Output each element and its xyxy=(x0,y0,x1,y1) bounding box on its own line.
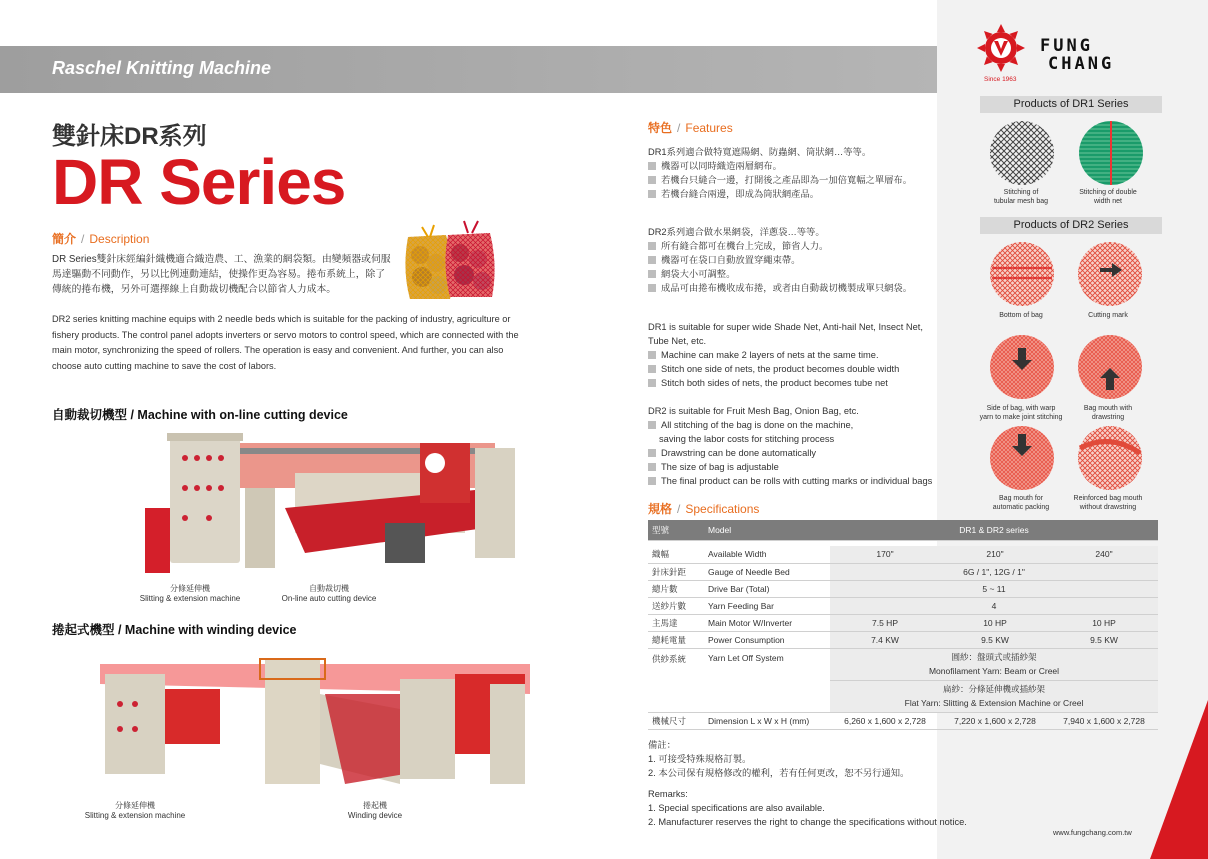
features-item-text: Stitch both sides of nets, the product becomes tube net xyxy=(661,378,888,388)
spec-value: 240" xyxy=(1050,546,1158,563)
dr1-caption-2 xyxy=(1063,188,1153,206)
features-item-text: Drawstring can be done automatically xyxy=(661,448,817,458)
features-intro: DR1 is suitable for super wide Shade Net, Anti-hail Net, Insect Net, xyxy=(648,322,923,332)
features-item-text: Machine can make 2 layers of nets at the same time. xyxy=(661,350,879,360)
caption-en: Slitting & extension machine xyxy=(139,594,241,603)
description-zh xyxy=(52,252,397,297)
header-title: Raschel Knitting Machine xyxy=(52,58,272,78)
features-item xyxy=(648,460,968,474)
table-row xyxy=(648,563,1158,580)
specs-header-row xyxy=(648,520,1158,540)
bullet-square-icon xyxy=(648,365,656,373)
features-item-text: The size of bag is adjustable xyxy=(661,462,779,472)
spec-value: 6,260 x 1,600 x 2,728 xyxy=(830,712,940,729)
caption-line: Cutting mark xyxy=(1088,312,1128,319)
specs-header-cell: 型號 xyxy=(648,520,704,540)
machine1-caption-1 xyxy=(130,584,250,604)
specs-header-cell: DR1 & DR2 series xyxy=(830,520,1158,540)
features-item xyxy=(648,253,948,267)
description-en-line: main motor, synchronizing the speed of rollers. The operation is easy and convenient. And further, you can also xyxy=(52,345,504,355)
machine2-photo xyxy=(100,654,530,794)
spec-label-zh: 主馬達 xyxy=(648,614,704,631)
remarks-item: 1. Special specifications are also available. xyxy=(648,803,825,813)
caption-line: Stitching of xyxy=(1003,189,1039,196)
features-item xyxy=(648,159,948,173)
title-zh: 雙針床DR系列 xyxy=(52,123,207,150)
features-dr2-en xyxy=(648,404,968,488)
caption-zh: 分條延伸機 xyxy=(170,584,210,593)
caption-en: Winding device xyxy=(347,811,403,820)
spec-value: 10 HP xyxy=(1050,614,1158,631)
specs-heading-zh: 規格 xyxy=(648,502,673,516)
description-zh-line: 傳統的捲布機，另外可選擇線上自動裁切機配合以節省人力成本。 xyxy=(52,284,337,295)
spec-label-zh: 送紗片數 xyxy=(648,597,704,614)
spec-value-line: Flat Yarn: Slitting & Extension Machine or Creel xyxy=(904,698,1084,708)
bullet-square-icon xyxy=(648,449,656,457)
features-dr1-en xyxy=(648,320,958,390)
bullet-square-icon xyxy=(648,379,656,387)
features-item xyxy=(648,446,968,460)
machine2-caption-2 xyxy=(325,801,425,821)
specs-header-cell: Model xyxy=(704,520,830,540)
bullet-square-icon xyxy=(648,284,656,292)
features-item-text: 若機台只縫合一邊，打開後之產品即為一加倍寬幅之單層布。 xyxy=(661,175,913,185)
features-heading-en: Features xyxy=(685,121,733,135)
bullet-square-icon xyxy=(648,351,656,359)
features-item-text: 機器可在袋口自動放置穿繩束帶。 xyxy=(661,255,801,265)
machine2-title: 捲起式機型 / Machine with winding device xyxy=(52,623,297,637)
table-row xyxy=(648,614,1158,631)
features-heading: 特色 / Features xyxy=(648,121,733,135)
caption-line: Side of bag, with warp xyxy=(986,405,1056,412)
description-en-line: choose auto cutting machine to save the cost of labors. xyxy=(52,360,277,371)
features-dr1-zh xyxy=(648,145,948,201)
features-item-text: 機器可以同時織造兩層網布。 xyxy=(661,161,782,171)
spec-value: 7.4 KW xyxy=(830,631,940,648)
features-item xyxy=(648,187,948,201)
website-link[interactable]: www.fungchang.com.tw xyxy=(1053,828,1132,837)
caption-line: automatic packing xyxy=(992,504,1050,511)
caption-line: Reinforced bag mouth xyxy=(1073,495,1143,502)
spec-label-en: Drive Bar (Total) xyxy=(704,580,830,597)
description-zh-line: 馬達驅動不同動作，另以比例連動連結，使操作更為容易。捲布系統上，除了 xyxy=(52,269,386,280)
features-item xyxy=(648,267,948,281)
dr2-caption-3 xyxy=(966,404,1076,422)
bullet-square-icon xyxy=(648,256,656,264)
machine1-caption-2 xyxy=(268,584,390,604)
spec-value-line: 圓紗：盤頭式或插紗架 xyxy=(951,652,1037,662)
dr1-products-heading: Products of DR1 Series xyxy=(980,96,1162,113)
spec-value: 6G / 1", 12G / 1" xyxy=(830,563,1158,580)
dr1-caption-1 xyxy=(976,188,1066,206)
spec-value xyxy=(830,680,1158,712)
features-item xyxy=(648,173,948,187)
spec-value: 9.5 KW xyxy=(940,631,1050,648)
caption-line: without drawstring xyxy=(1079,504,1137,511)
dr2-caption-1 xyxy=(976,311,1066,320)
tubular-mesh-bag-image xyxy=(990,121,1054,185)
features-item-text: 若機台縫合兩邊，即成為筒狀網產品。 xyxy=(661,189,820,199)
remarks-item: 2. Manufacturer reserves the right to change the specifications without notice. xyxy=(648,817,967,827)
bullet-square-icon xyxy=(648,270,656,278)
features-intro: DR2系列適合做水果網袋，洋蔥袋…等等。 xyxy=(648,227,825,237)
header-white-strip xyxy=(0,0,937,46)
caption-zh: 自動裁切機 xyxy=(309,584,349,593)
caption-line: drawstring xyxy=(1091,414,1125,421)
spec-label-zh: 總片數 xyxy=(648,580,704,597)
bullet-square-icon xyxy=(648,242,656,250)
spec-value: 7.5 HP xyxy=(830,614,940,631)
dr2-products-heading: Products of DR2 Series xyxy=(980,217,1162,234)
remarks-zh xyxy=(648,738,968,780)
specs-heading: 規格 / Specifications xyxy=(648,502,760,516)
features-item-text: 成品可由捲布機收成布捲，或者由自動裁切機製成單只網袋。 xyxy=(661,283,913,293)
features-item xyxy=(648,418,968,432)
spec-label-en: Available Width xyxy=(704,546,830,563)
caption-line: Bag mouth for xyxy=(999,495,1043,502)
spec-label-zh: 織幅 xyxy=(648,546,704,563)
machine1-photo xyxy=(145,428,515,578)
features-item-text: 所有縫合都可在機台上完成，節省人力。 xyxy=(661,241,829,251)
machine2-caption-1 xyxy=(75,801,195,821)
corner-decoration xyxy=(1150,700,1208,859)
table-row xyxy=(648,631,1158,648)
description-heading: 簡介 / Description xyxy=(52,232,150,246)
features-item xyxy=(648,281,948,295)
dr2-caption-5 xyxy=(976,494,1066,512)
remarks-item: 1. 可接受特殊規格訂製。 xyxy=(648,754,752,764)
features-item xyxy=(648,239,948,253)
dr2-caption-4 xyxy=(1063,404,1153,422)
description-heading-zh: 簡介 xyxy=(52,232,77,246)
bullet-square-icon xyxy=(648,176,656,184)
table-row xyxy=(648,580,1158,597)
caption-en: Slitting & extension machine xyxy=(84,811,186,820)
features-intro: DR1系列適合做特寬遮陽網、防蟲網、筒狀網…等等。 xyxy=(648,147,872,157)
brand-name-line1: FUNG xyxy=(1040,36,1093,56)
spec-value: 170" xyxy=(830,546,940,563)
dr2-products xyxy=(980,238,1162,498)
caption-zh: 捲起機 xyxy=(363,801,387,810)
bullet-square-icon xyxy=(648,463,656,471)
caption-en: On-line auto cutting device xyxy=(281,594,377,603)
features-heading-zh: 特色 xyxy=(648,121,673,135)
features-intro: DR2 is suitable for Fruit Mesh Bag, Onion Bag, etc. xyxy=(648,406,859,416)
caption-line: tubular mesh bag xyxy=(993,198,1049,205)
machine1-title: 自動裁切機型 / Machine with on-line cutting device xyxy=(52,408,348,422)
caption-line: Bag mouth with xyxy=(1083,405,1133,412)
bullet-square-icon xyxy=(648,477,656,485)
spec-label-zh: 供紗系統 xyxy=(648,648,704,712)
features-item-text: 網袋大小可調整。 xyxy=(661,269,736,279)
spec-value: 4 xyxy=(830,597,1158,614)
bullet-square-icon xyxy=(648,190,656,198)
specs-table xyxy=(648,520,1158,730)
bullet-square-icon xyxy=(648,162,656,170)
spec-label-en: Power Consumption xyxy=(704,631,830,648)
spec-value: 5 ~ 11 xyxy=(830,580,1158,597)
features-item-text: All stitching of the bag is done on the machine, xyxy=(661,420,854,430)
remarks-item: 2. 本公司保有規格修改的權利，若有任何更改，恕不另行通知。 xyxy=(648,768,910,778)
spec-value: 7,940 x 1,600 x 2,728 xyxy=(1050,712,1158,729)
caption-line: yarn to make joint stitching xyxy=(979,414,1063,421)
features-item-text: Stitch one side of nets, the product becomes double width xyxy=(661,364,900,374)
caption-line: Stitching of double xyxy=(1079,189,1137,196)
spec-value: 9.5 KW xyxy=(1050,631,1158,648)
description-en-line: fishery products. The control panel adopts inverters or servo motors to control speed, which are connected with the xyxy=(52,329,519,340)
spec-value xyxy=(830,648,1158,680)
title-en: DR Series xyxy=(52,146,346,218)
spec-label-zh: 機械尺寸 xyxy=(648,712,704,729)
description-en xyxy=(52,312,592,374)
features-intro: Tube Net, etc. xyxy=(648,336,707,346)
features-item xyxy=(648,348,958,362)
brand-since: Since 1963 xyxy=(984,76,1017,83)
description-zh-line: DR Series雙針床經編針織機適合織造農、工、漁業的網袋類。由變頻器或伺服 xyxy=(52,254,391,265)
caption-zh: 分條延伸機 xyxy=(115,801,155,810)
features-dr2-zh xyxy=(648,225,948,295)
remarks-heading: Remarks: xyxy=(648,789,688,799)
features-item-text: saving the labor costs for stitching process xyxy=(659,434,835,444)
onion-bag-photo xyxy=(398,215,498,303)
table-row xyxy=(648,597,1158,614)
brand-logo-icon xyxy=(975,22,1027,74)
spec-value-line: 扁紗：分條延伸機或插紗架 xyxy=(942,684,1045,694)
remarks-en xyxy=(648,787,1008,829)
spec-label-en: Yarn Feeding Bar xyxy=(704,597,830,614)
features-item xyxy=(648,362,958,376)
caption-line: width net xyxy=(1093,198,1123,205)
spec-label-en: Yarn Let Off System xyxy=(704,648,830,712)
table-row xyxy=(648,712,1158,729)
table-row xyxy=(648,546,1158,563)
spec-label-en: Dimension L x W x H (mm) xyxy=(704,712,830,729)
description-en-line: DR2 series knitting machine equips with 2 needle beds which is suitable for the packing of industry, agriculture or xyxy=(52,314,511,324)
spec-label-zh: 總耗電量 xyxy=(648,631,704,648)
table-row xyxy=(648,648,1158,680)
spec-label-en: Gauge of Needle Bed xyxy=(704,563,830,580)
features-item-text: The final product can be rolls with cutting marks or individual bags xyxy=(661,476,933,486)
features-item xyxy=(648,376,958,390)
dr2-caption-2 xyxy=(1063,311,1153,320)
description-heading-en: Description xyxy=(89,232,150,246)
remarks-heading: 備註： xyxy=(648,740,676,750)
brand-name-line2: CHANG xyxy=(1048,54,1115,74)
dr2-caption-6 xyxy=(1063,494,1153,512)
features-item xyxy=(648,474,968,488)
spec-label-en: Main Motor W/Inverter xyxy=(704,614,830,631)
spec-value: 7,220 x 1,600 x 2,728 xyxy=(940,712,1050,729)
spec-value-line: Monofilament Yarn: Beam or Creel xyxy=(928,666,1060,676)
caption-line: Bottom of bag xyxy=(999,312,1043,319)
spec-value: 10 HP xyxy=(940,614,1050,631)
spec-label-zh: 針床針距 xyxy=(648,563,704,580)
bullet-square-icon xyxy=(648,421,656,429)
spec-value: 210" xyxy=(940,546,1050,563)
specs-heading-en: Specifications xyxy=(685,502,760,516)
